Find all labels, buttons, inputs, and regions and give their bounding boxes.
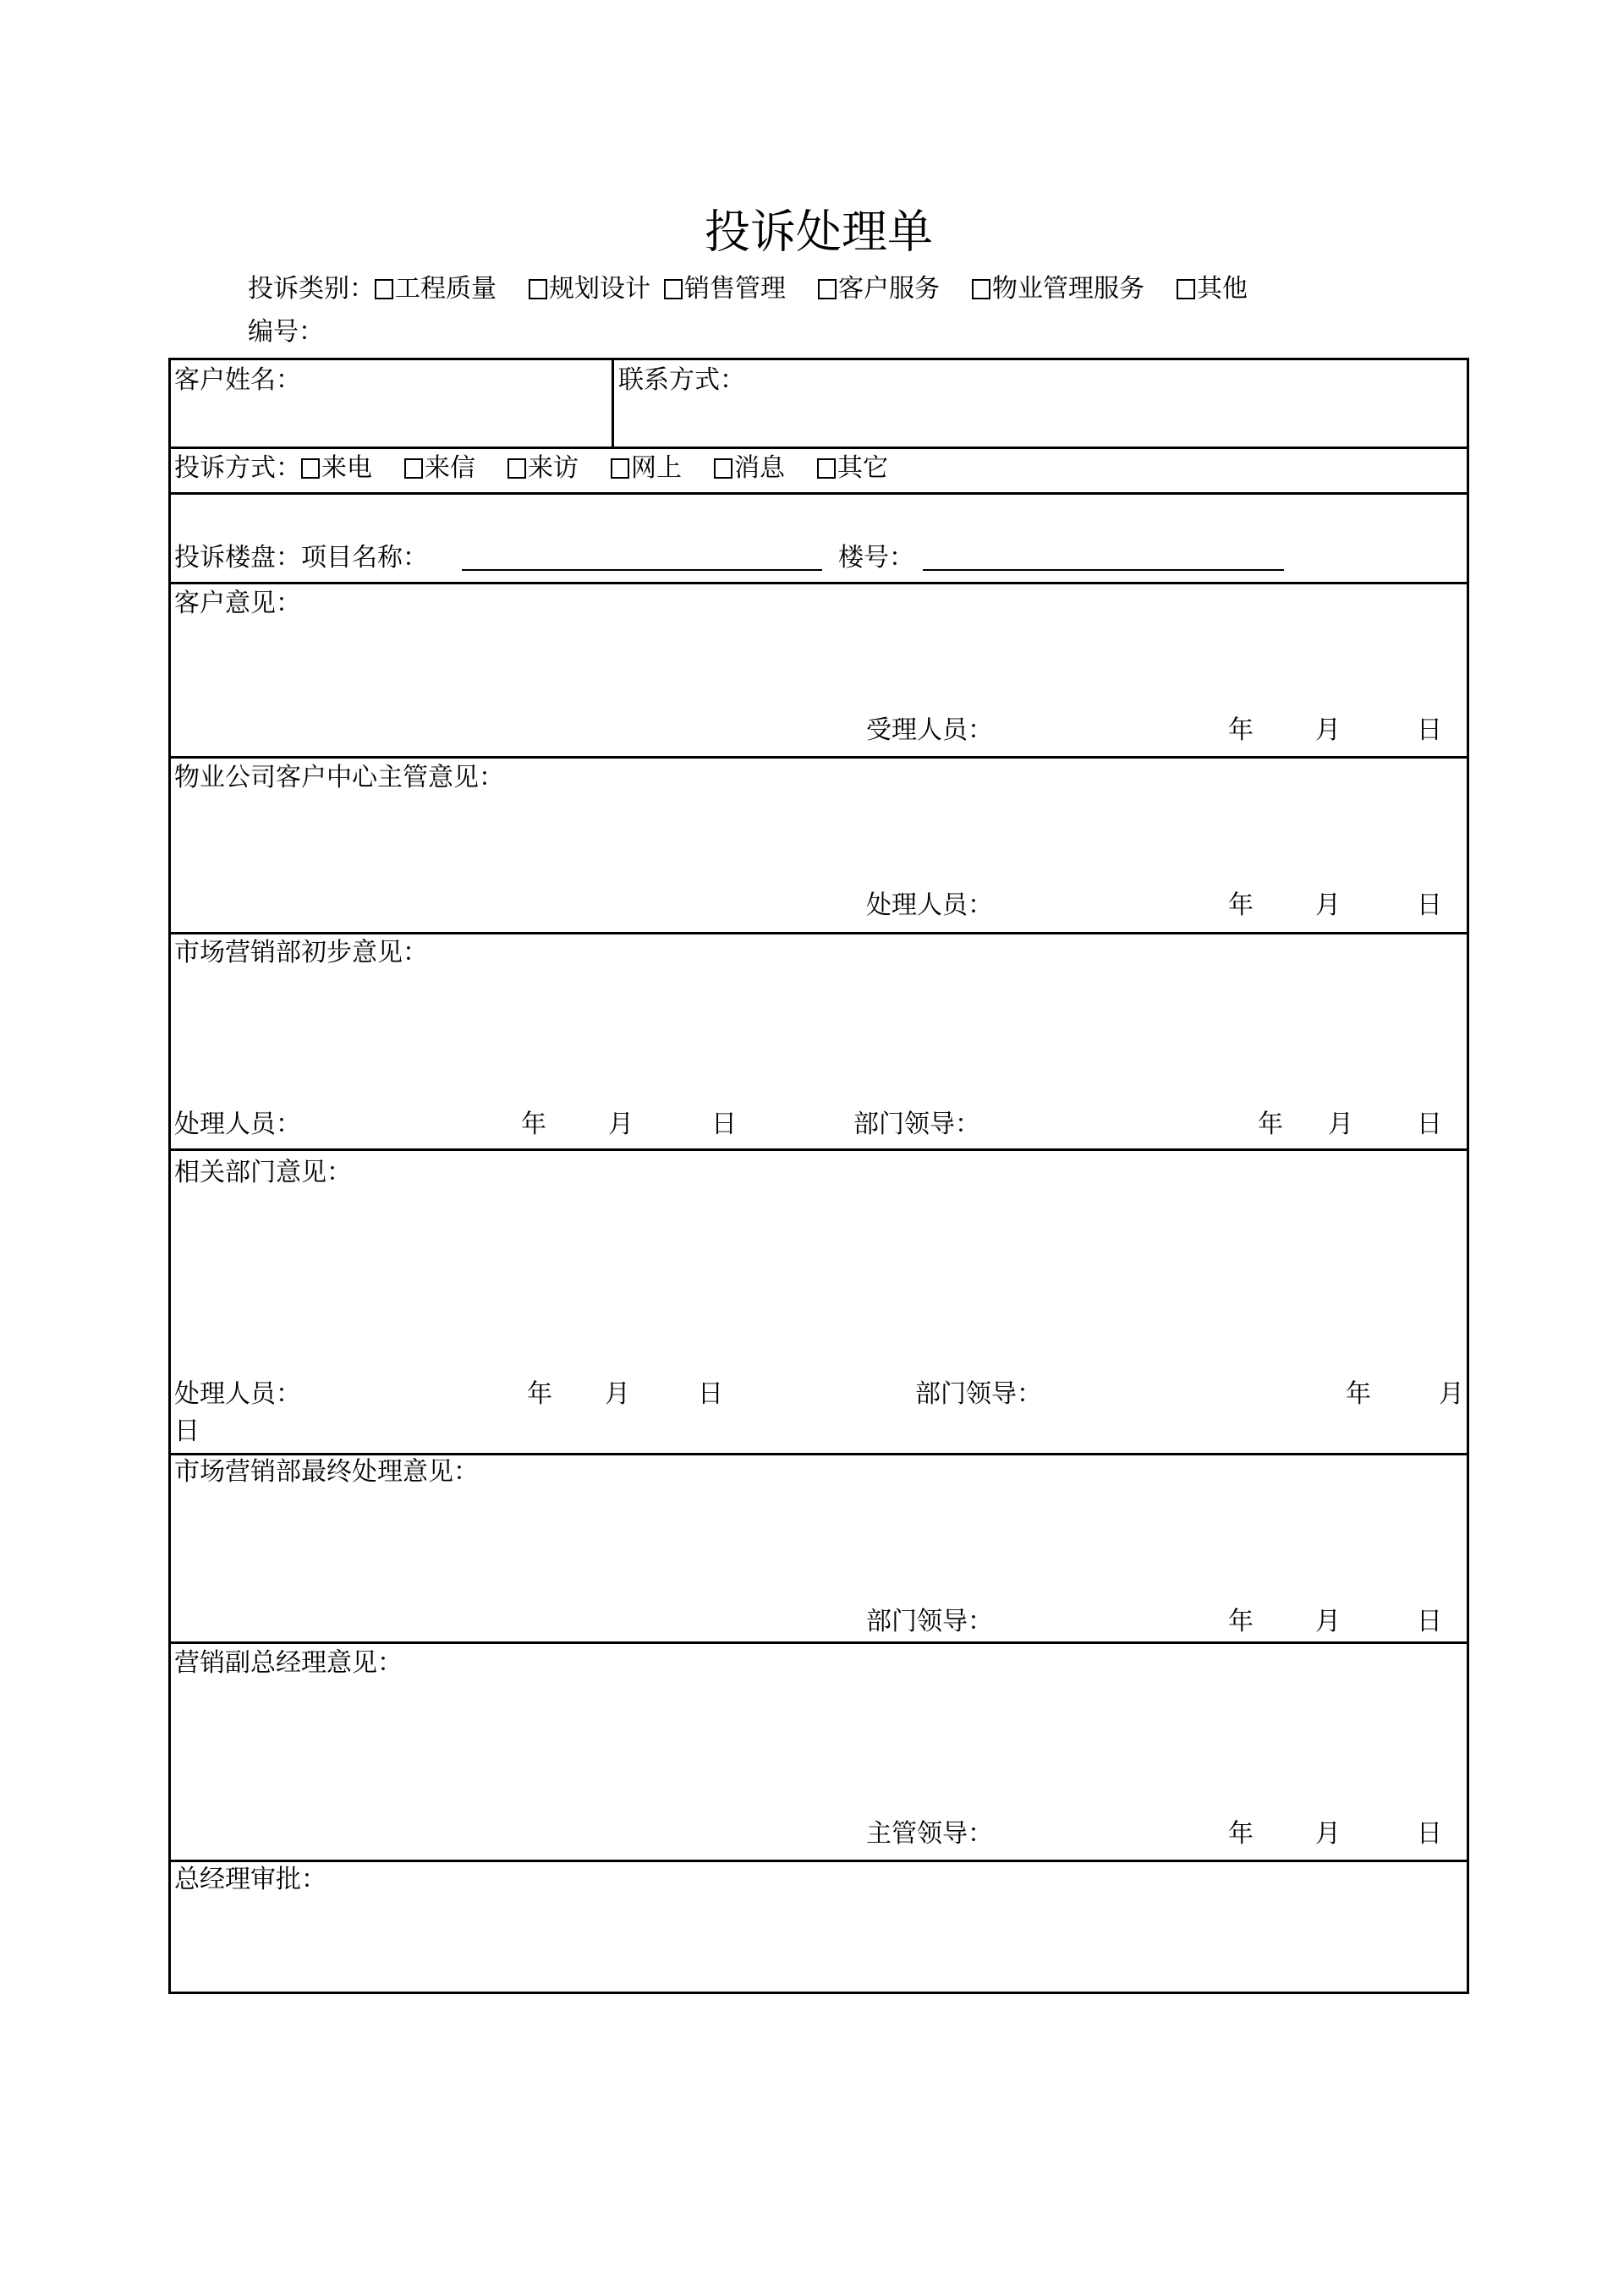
- checkbox[interactable]: [508, 458, 526, 479]
- receiver-label: 受理人员：: [866, 716, 993, 744]
- row-divider: [168, 756, 1469, 759]
- day-label: 日: [711, 1110, 737, 1138]
- row-divider: [168, 492, 1469, 495]
- marketing-initial-opinion-label: 市场营销部初步意见：: [174, 939, 428, 967]
- year-label: 年: [1228, 716, 1254, 744]
- building-number-input[interactable]: [923, 569, 1284, 571]
- checkbox[interactable]: [611, 458, 629, 479]
- option-label: 消息: [734, 454, 785, 482]
- option-label: 客户服务: [838, 275, 940, 303]
- vp-opinion-label: 营销副总经理意见：: [174, 1649, 403, 1677]
- supervisor-label: 主管领导：: [866, 1820, 993, 1848]
- checkbox[interactable]: [664, 279, 683, 299]
- month-label: 月: [1315, 716, 1341, 744]
- handler-label: 处理人员：: [174, 1110, 301, 1138]
- option-label: 规划设计: [549, 275, 650, 303]
- column-divider: [612, 358, 614, 448]
- month-label: 月: [1315, 1608, 1341, 1636]
- gm-approval-label: 总经理审批：: [174, 1866, 326, 1893]
- row-divider: [168, 1453, 1469, 1455]
- category-label: 投诉类别：: [248, 275, 375, 303]
- option-label: 网上: [631, 454, 682, 482]
- customer-opinion-label: 客户意见：: [174, 589, 301, 617]
- serial-number-label: 编号：: [248, 318, 324, 346]
- dept-leader-label: 部门领导：: [915, 1380, 1042, 1408]
- option-label: 其他: [1197, 275, 1248, 303]
- day-label: 日: [1417, 716, 1442, 744]
- month-label: 月: [1439, 1380, 1464, 1408]
- option-label: 其它: [837, 454, 888, 482]
- row-divider: [168, 1148, 1469, 1151]
- option-label: 工程质量: [395, 275, 497, 303]
- handler-label: 处理人员：: [866, 891, 993, 919]
- year-label: 年: [1346, 1380, 1371, 1408]
- year-label: 年: [1228, 891, 1254, 919]
- checkbox[interactable]: [714, 458, 732, 479]
- project-name-input[interactable]: [462, 569, 822, 571]
- row-divider: [168, 1641, 1469, 1644]
- option-label: 来访: [528, 454, 579, 482]
- year-label: 年: [521, 1110, 546, 1138]
- day-label: 日: [174, 1417, 200, 1445]
- month-label: 月: [1328, 1110, 1353, 1138]
- year-label: 年: [1258, 1110, 1283, 1138]
- customer-name-field[interactable]: 客户姓名：: [174, 366, 301, 394]
- day-label: 日: [1417, 1820, 1442, 1848]
- checkbox[interactable]: [404, 458, 423, 479]
- checkbox[interactable]: [1177, 279, 1195, 299]
- table-border: [168, 1992, 1469, 1994]
- property-center-opinion-label: 物业公司客户中心主管意见：: [174, 764, 504, 792]
- building-label: 楼号：: [838, 544, 914, 572]
- option-label: 来电: [321, 454, 372, 482]
- complaint-category: [248, 277, 1280, 302]
- year-label: 年: [527, 1380, 552, 1408]
- month-label: 月: [1315, 891, 1341, 919]
- checkbox[interactable]: [375, 279, 393, 299]
- row-divider: [168, 582, 1469, 584]
- dept-leader-label: 部门领导：: [853, 1110, 980, 1138]
- method-label: 投诉方式：: [174, 454, 301, 482]
- day-label: 日: [1417, 891, 1442, 919]
- related-dept-opinion-label: 相关部门意见：: [174, 1159, 352, 1186]
- row-divider: [168, 932, 1469, 934]
- contact-field[interactable]: 联系方式：: [618, 366, 745, 394]
- day-label: 日: [1417, 1608, 1442, 1636]
- checkbox[interactable]: [301, 458, 320, 479]
- table-border: [1467, 358, 1469, 1994]
- day-label: 日: [1417, 1110, 1442, 1138]
- marketing-final-opinion-label: 市场营销部最终处理意见：: [174, 1458, 479, 1486]
- option-label: 销售管理: [684, 275, 786, 303]
- handler-label: 处理人员：: [174, 1380, 301, 1408]
- month-label: 月: [605, 1380, 630, 1408]
- checkbox[interactable]: [529, 279, 547, 299]
- checkbox[interactable]: [972, 279, 990, 299]
- option-label: 物业管理服务: [992, 275, 1144, 303]
- year-label: 年: [1228, 1608, 1254, 1636]
- checkbox[interactable]: [818, 279, 837, 299]
- property-label: 投诉楼盘：项目名称：: [174, 544, 428, 572]
- year-label: 年: [1228, 1820, 1254, 1848]
- checkbox[interactable]: [817, 458, 836, 479]
- table-border: [168, 358, 1469, 360]
- option-label: 来信: [425, 454, 475, 482]
- month-label: 月: [608, 1110, 634, 1138]
- complaint-method: [174, 456, 920, 481]
- day-label: 日: [698, 1380, 723, 1408]
- row-divider: [168, 1860, 1469, 1862]
- dept-leader-label: 部门领导：: [866, 1608, 993, 1636]
- month-label: 月: [1315, 1820, 1341, 1848]
- form-title: 投诉处理单: [705, 205, 933, 259]
- row-divider: [168, 447, 1469, 449]
- table-border: [168, 358, 171, 1994]
